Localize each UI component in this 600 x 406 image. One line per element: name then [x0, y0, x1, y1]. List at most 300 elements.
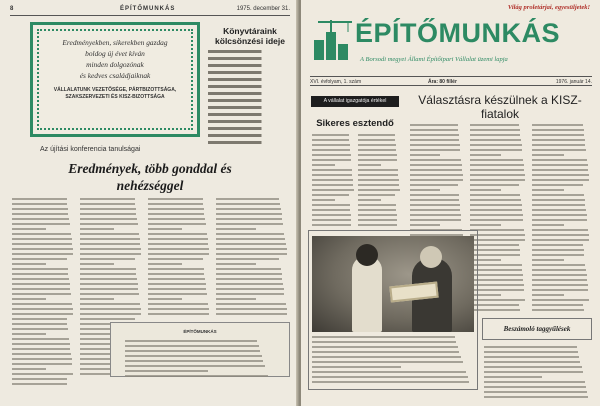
- text-line: [80, 228, 114, 230]
- text-line: [470, 144, 522, 146]
- text-line: [532, 254, 584, 256]
- text-line: [312, 184, 353, 186]
- text-line: [410, 204, 460, 206]
- library-hours-title: Könyvtáraink kölcsönzési ideje: [215, 26, 285, 46]
- text-line: [532, 224, 564, 226]
- text-line: [532, 214, 587, 216]
- text-line: [12, 313, 73, 315]
- text-line: [358, 144, 396, 146]
- text-line: [410, 124, 458, 126]
- newspaper-subtitle: A Borsodi megyei Állami Építőipari Vállalat üzemi lapja: [360, 56, 508, 63]
- text-line: [532, 259, 564, 261]
- text-line: [470, 139, 521, 141]
- text-line: [532, 179, 589, 181]
- text-line: [80, 213, 136, 215]
- text-line: [12, 238, 72, 240]
- text-line: [312, 169, 352, 171]
- text-line: [410, 219, 461, 221]
- text-line: [148, 208, 204, 210]
- text-line: [80, 238, 140, 240]
- text-line: [312, 366, 401, 368]
- issue-date: 1975. december 31.: [236, 6, 290, 12]
- text-line: [148, 293, 207, 295]
- main-headline: Választásra készülnek a KISZ-fiatalok: [418, 93, 582, 121]
- text-line: [216, 283, 283, 285]
- text-line: [358, 174, 398, 176]
- text-line: [470, 199, 521, 201]
- text-line: [358, 154, 397, 156]
- text-line: [148, 248, 209, 250]
- library-hours-row: [208, 106, 290, 109]
- text-line: [80, 318, 135, 320]
- text-line: [410, 149, 460, 151]
- library-hours-row: [208, 120, 290, 123]
- text-line: [312, 219, 351, 221]
- text-line: [80, 248, 141, 250]
- text-line: [12, 298, 46, 300]
- conference-headline: Eredmények, több gonddal és nehézséggel: [68, 161, 232, 193]
- text-line: [484, 391, 587, 393]
- text-line: [484, 356, 579, 358]
- greeting-line: Eredményekben, sikerekben gazdag: [62, 38, 168, 47]
- text-line: [484, 376, 542, 378]
- library-hours-row: [208, 113, 290, 116]
- text-line: [216, 258, 279, 260]
- article-column-1: [12, 198, 74, 388]
- text-line: [216, 273, 282, 275]
- imprint-title: ÉPÍTŐMUNKÁS: [183, 329, 217, 334]
- text-line: [148, 233, 207, 235]
- text-line: [12, 308, 73, 310]
- text-line: [484, 381, 585, 383]
- text-line: [216, 223, 283, 225]
- text-line: [80, 203, 135, 205]
- text-line: [216, 288, 284, 290]
- text-line: [125, 365, 265, 367]
- library-hours-row: [208, 141, 290, 144]
- text-line: [148, 298, 182, 300]
- text-line: [80, 198, 135, 200]
- text-line: [12, 243, 72, 245]
- text-line: [216, 268, 281, 270]
- text-line: [484, 366, 582, 368]
- text-line: [12, 323, 67, 325]
- text-line: [470, 234, 525, 236]
- text-line: [148, 258, 203, 260]
- text-line: [148, 263, 182, 265]
- text-line: [358, 194, 395, 196]
- text-line: [125, 340, 257, 342]
- text-line: [532, 154, 564, 156]
- text-line: [148, 303, 208, 305]
- text-line: [12, 378, 67, 380]
- text-line: [470, 154, 501, 156]
- text-line: [532, 289, 588, 291]
- text-line: [148, 218, 205, 220]
- text-line: [12, 368, 46, 370]
- text-line: [12, 268, 68, 270]
- text-line: [410, 224, 440, 226]
- text-line: [470, 184, 519, 186]
- article-column-4: [216, 198, 288, 318]
- new-year-greeting-box: [30, 22, 200, 137]
- text-line: [532, 234, 589, 236]
- text-line: [470, 164, 524, 166]
- text-line: [410, 164, 462, 166]
- left-article-headline: Sikeres esztendő: [316, 118, 394, 129]
- text-line: [12, 283, 70, 285]
- text-line: [125, 355, 262, 357]
- text-line: [470, 224, 501, 226]
- text-line: [312, 179, 353, 181]
- text-line: [410, 184, 458, 186]
- text-line: [532, 124, 583, 126]
- greeting-line: boldog új évet kíván: [85, 49, 145, 58]
- text-line: [125, 350, 260, 352]
- text-line: [410, 194, 459, 196]
- text-line: [12, 288, 70, 290]
- side-box-text: [484, 346, 590, 401]
- text-line: [80, 258, 135, 260]
- right-article-column-4: [470, 124, 526, 314]
- library-hours-row: [208, 64, 290, 67]
- text-line: [358, 169, 398, 171]
- text-line: [470, 299, 525, 301]
- text-line: [148, 223, 206, 225]
- text-line: [12, 328, 68, 330]
- text-line: [12, 278, 69, 280]
- text-line: [312, 336, 455, 338]
- text-line: [470, 284, 524, 286]
- library-hours-list: [208, 50, 290, 148]
- text-line: [532, 284, 588, 286]
- text-line: [216, 303, 286, 305]
- text-line: [125, 360, 263, 362]
- text-line: [484, 361, 580, 363]
- library-hours-row: [208, 127, 290, 130]
- text-line: [532, 159, 587, 161]
- text-line: [532, 144, 585, 146]
- text-line: [312, 371, 466, 373]
- woman-figure: [352, 256, 382, 332]
- text-line: [12, 358, 72, 360]
- text-line: [532, 279, 587, 281]
- text-line: [410, 169, 462, 171]
- text-line: [532, 299, 589, 301]
- text-line: [410, 129, 458, 131]
- text-line: [484, 346, 577, 348]
- text-line: [532, 134, 584, 136]
- text-line: [80, 368, 114, 370]
- man-head: [420, 246, 442, 268]
- text-line: [80, 233, 139, 235]
- text-line: [216, 263, 256, 265]
- text-line: [532, 274, 587, 276]
- text-line: [80, 208, 136, 210]
- text-line: [216, 308, 287, 310]
- text-line: [12, 373, 73, 375]
- text-line: [80, 288, 138, 290]
- text-line: [532, 129, 584, 131]
- text-line: [12, 273, 68, 275]
- text-line: [312, 341, 456, 343]
- text-line: [148, 198, 203, 200]
- text-line: [358, 199, 381, 201]
- library-hours-row: [208, 57, 290, 60]
- text-line: [410, 144, 460, 146]
- greeting-signature: VÁLLALATUNK VEZETŐSÉGE, PÁRTBIZOTTSÁGA, SZAKSZERVEZETI ÉS KISZ-BIZOTTSÁGA: [53, 87, 177, 100]
- text-line: [532, 309, 584, 311]
- text-line: [484, 386, 586, 388]
- text-line: [358, 204, 396, 206]
- text-line: [312, 209, 350, 211]
- text-line: [358, 209, 396, 211]
- text-line: [312, 134, 349, 136]
- text-line: [216, 253, 287, 255]
- text-line: [12, 263, 46, 265]
- text-line: [484, 371, 583, 373]
- text-line: [148, 288, 206, 290]
- text-line: [148, 238, 208, 240]
- right-article-column-1: [312, 134, 354, 229]
- text-line: [532, 229, 588, 231]
- text-line: [532, 244, 583, 246]
- text-line: [532, 239, 589, 241]
- text-line: [470, 239, 525, 241]
- conference-kicker: Az újítási konferencia tanulságai: [40, 146, 141, 153]
- library-hours-row: [208, 50, 290, 53]
- text-line: [12, 363, 72, 365]
- text-line: [532, 194, 584, 196]
- text-line: [410, 134, 459, 136]
- text-line: [216, 208, 281, 210]
- text-line: [12, 293, 71, 295]
- text-line: [470, 219, 523, 221]
- text-line: [410, 189, 440, 191]
- text-line: [12, 318, 67, 320]
- text-line: [312, 199, 335, 201]
- text-line: [312, 204, 350, 206]
- text-line: [216, 203, 280, 205]
- imprint-box: [110, 322, 290, 377]
- newspaper-title: ÉPÍTŐMUNKÁS: [355, 18, 561, 48]
- text-line: [148, 203, 203, 205]
- text-line: [470, 169, 524, 171]
- text-line: [358, 214, 397, 216]
- text-line: [148, 228, 182, 230]
- text-line: [12, 223, 70, 225]
- greeting-line: és kedves családjaiknak: [79, 71, 151, 80]
- side-box-headline: Beszámoló taggyűlések: [482, 318, 592, 340]
- text-line: [216, 218, 282, 220]
- text-line: [470, 214, 523, 216]
- text-line: [12, 233, 71, 235]
- text-line: [148, 278, 205, 280]
- text-line: [470, 209, 522, 211]
- text-line: [216, 293, 284, 295]
- text-line: [12, 333, 46, 335]
- text-line: [532, 149, 586, 151]
- text-line: [80, 268, 136, 270]
- library-hours-row: [208, 92, 290, 95]
- text-line: [80, 273, 136, 275]
- library-hours-row: [208, 99, 290, 102]
- issue-price: Ára: 80 fillér: [428, 79, 457, 85]
- text-line: [12, 343, 70, 345]
- text-line: [470, 204, 522, 206]
- text-line: [312, 356, 461, 358]
- text-line: [12, 348, 70, 350]
- text-line: [532, 164, 588, 166]
- text-line: [410, 174, 463, 176]
- text-line: [484, 351, 578, 353]
- greeting-inner-frame: [37, 29, 193, 130]
- text-line: [216, 313, 287, 315]
- text-line: [12, 253, 73, 255]
- text-line: [125, 375, 268, 377]
- text-line: [470, 194, 520, 196]
- text-line: [312, 154, 351, 156]
- text-line: [312, 189, 354, 191]
- text-line: [358, 149, 396, 151]
- page-number: 8: [10, 6, 14, 12]
- text-line: [532, 249, 584, 251]
- text-line: [148, 313, 209, 315]
- text-line: [216, 238, 285, 240]
- text-line: [410, 139, 459, 141]
- text-line: [148, 283, 206, 285]
- text-line: [358, 179, 399, 181]
- text-line: [532, 184, 583, 186]
- masthead: [310, 14, 590, 76]
- text-line: [80, 223, 138, 225]
- left-article-kicker: A vállalat igazgatója értékel: [311, 96, 399, 107]
- text-line: [216, 243, 286, 245]
- greeting-line: minden dolgozónak: [86, 60, 144, 69]
- text-line: [312, 139, 349, 141]
- text-line: [470, 134, 520, 136]
- text-line: [80, 303, 140, 305]
- text-line: [312, 381, 469, 383]
- text-line: [312, 346, 458, 348]
- text-line: [216, 278, 282, 280]
- text-line: [216, 298, 256, 300]
- text-line: [358, 159, 397, 161]
- text-line: [12, 258, 67, 260]
- text-line: [358, 134, 395, 136]
- left-page-header: [10, 4, 290, 16]
- text-line: [532, 169, 588, 171]
- library-hours-row: [208, 134, 290, 137]
- text-line: [80, 298, 114, 300]
- text-line: [125, 370, 208, 372]
- text-line: [532, 264, 585, 266]
- text-line: [470, 189, 501, 191]
- text-line: [12, 303, 72, 305]
- text-line: [312, 224, 351, 226]
- text-line: [532, 189, 564, 191]
- text-line: [12, 213, 68, 215]
- text-line: [80, 253, 141, 255]
- text-line: [312, 144, 350, 146]
- text-line: [148, 273, 204, 275]
- text-line: [358, 139, 395, 141]
- right-article-column-5: [532, 124, 590, 314]
- issue-date-right: 1976. január 14.: [555, 79, 592, 85]
- text-line: [12, 338, 69, 340]
- text-line: [532, 269, 586, 271]
- text-line: [312, 164, 335, 166]
- text-line: [532, 304, 583, 306]
- text-line: [125, 345, 259, 347]
- text-line: [12, 218, 69, 220]
- text-line: [148, 213, 204, 215]
- text-line: [410, 214, 461, 216]
- text-line: [312, 174, 352, 176]
- text-line: [532, 139, 585, 141]
- text-line: [312, 361, 463, 363]
- text-line: [410, 179, 463, 181]
- text-line: [532, 174, 589, 176]
- text-line: [312, 149, 350, 151]
- text-line: [532, 209, 586, 211]
- text-line: [312, 194, 349, 196]
- text-line: [410, 154, 440, 156]
- library-hours-row: [208, 78, 290, 81]
- text-line: [470, 159, 523, 161]
- text-line: [532, 204, 585, 206]
- text-line: [80, 263, 114, 265]
- right-article-column-2: [358, 134, 400, 229]
- text-line: [312, 214, 351, 216]
- left-newspaper-page: [0, 0, 299, 406]
- text-line: [358, 189, 400, 191]
- text-line: [470, 129, 520, 131]
- text-line: [410, 209, 460, 211]
- text-line: [148, 243, 208, 245]
- text-line: [470, 149, 522, 151]
- text-line: [312, 159, 351, 161]
- text-line: [216, 228, 256, 230]
- imprint-text: [125, 340, 275, 377]
- text-line: [216, 198, 279, 200]
- woman-head: [356, 244, 378, 266]
- text-line: [12, 198, 67, 200]
- text-line: [12, 248, 73, 250]
- text-line: [80, 218, 137, 220]
- text-line: [312, 351, 459, 353]
- text-line: [484, 396, 588, 398]
- text-line: [148, 253, 209, 255]
- text-line: [358, 184, 399, 186]
- text-line: [80, 278, 137, 280]
- text-line: [470, 229, 524, 231]
- text-line: [358, 164, 381, 166]
- text-line: [80, 243, 140, 245]
- text-line: [358, 219, 397, 221]
- volume-number: XVI. évfolyam, 1. szám: [310, 79, 362, 85]
- library-hours-row: [208, 71, 290, 74]
- photo-caption: [312, 336, 474, 386]
- text-line: [80, 313, 141, 315]
- text-line: [312, 376, 468, 378]
- award-ceremony-photo: [312, 236, 474, 332]
- issue-info-bar: [310, 76, 592, 86]
- text-line: [12, 383, 67, 385]
- text-line: [80, 293, 139, 295]
- text-line: [358, 224, 397, 226]
- text-line: [80, 333, 114, 335]
